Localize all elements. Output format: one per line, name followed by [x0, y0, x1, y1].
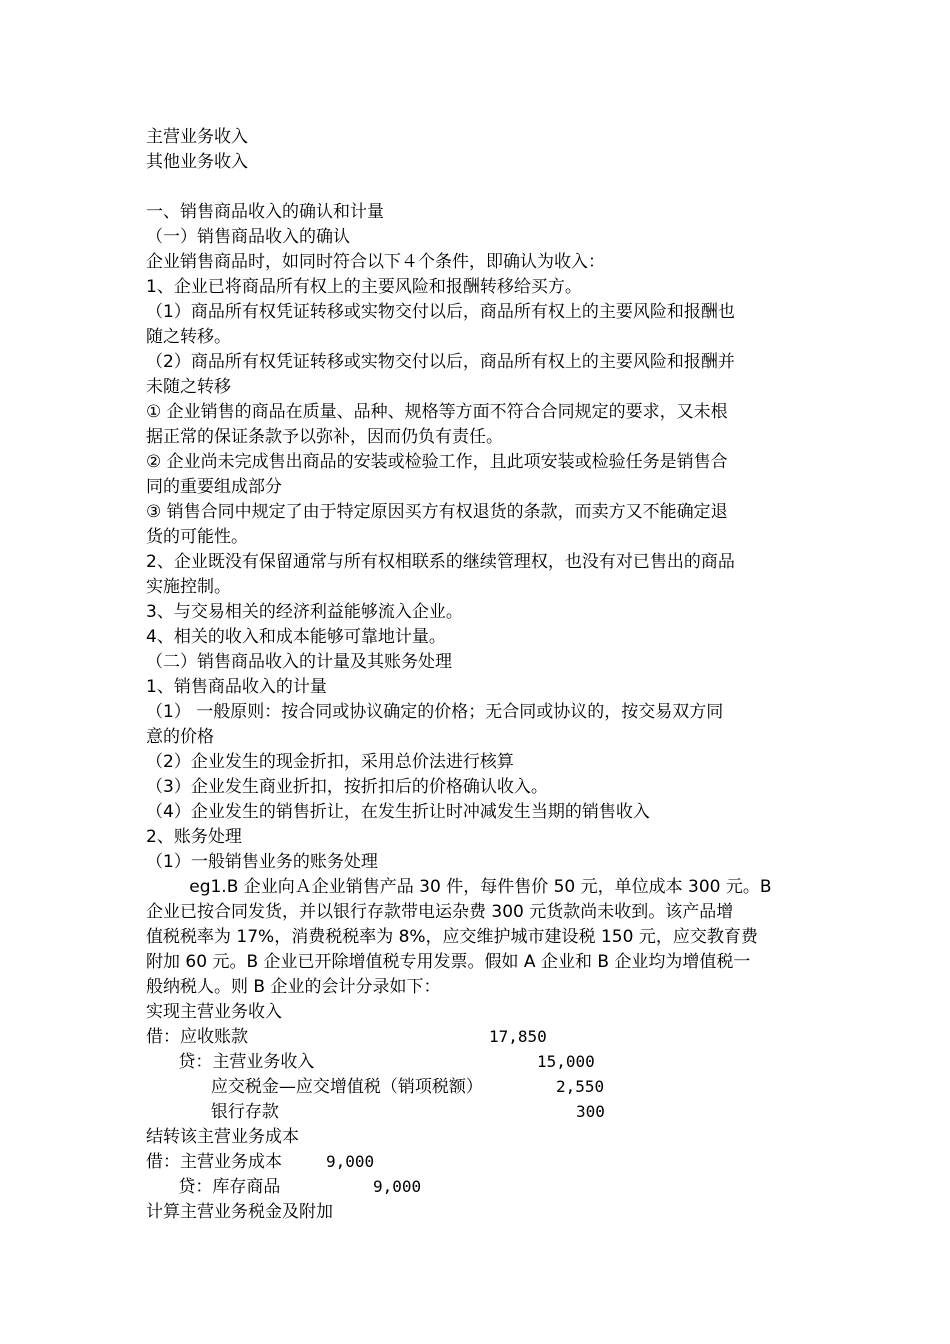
subsection-heading: （二）销售商品收入的计量及其账务处理 — [146, 652, 452, 672]
doc-line: （1）商品所有权凭证转移或实物交付以后，商品所有权上的主要风险和报酬也 — [146, 302, 735, 322]
doc-line: （1）一般销售业务的账务处理 — [146, 852, 378, 872]
doc-line: 随之转移。 — [146, 327, 231, 347]
example-paragraph-line: 附加 60 元。B 企业已开除增值税专用发票。假如 A 企业和 B 企业均为增值税一 — [146, 952, 751, 972]
subsection-heading: （一）销售商品收入的确认 — [146, 227, 350, 247]
example-paragraph-line: eg1.B 企业向Ａ企业销售产品 30 件，每件售价 50 元，单位成本 300 元。B — [146, 877, 772, 897]
doc-line: 企业销售商品时，如同时符合以下４个条件，即确认为收入： — [146, 252, 605, 272]
doc-line: 主营业务收入 — [146, 127, 248, 147]
doc-line: 结转该主营业务成本 — [146, 1127, 299, 1147]
doc-line: 同的重要组成部分 — [146, 477, 282, 497]
example-paragraph-line: 值税税率为 17%，消费税税率为 8%，应交维护城市建设税 150 元，应交教育费 — [146, 927, 758, 947]
doc-line: （2）商品所有权凭证转移或实物交付以后，商品所有权上的主要风险和报酬并 — [146, 352, 735, 372]
journal-credit-line: 银行存款 — [146, 1102, 279, 1122]
journal-debit-line: 借：主营业务成本 — [146, 1152, 282, 1172]
doc-line: 未随之转移 — [146, 377, 231, 397]
journal-amount: 9,000 — [373, 1177, 422, 1196]
doc-line: ② 企业尚未完成售出商品的安装或检验工作，且此项安装或检验任务是销售合 — [146, 452, 728, 472]
journal-amount: 17,850 — [489, 1027, 547, 1046]
doc-line: 意的价格 — [146, 727, 214, 747]
section-heading: 一、销售商品收入的确认和计量 — [146, 202, 384, 222]
doc-line: ① 企业销售的商品在质量、品种、规格等方面不符合合同规定的要求，又未根 — [146, 402, 728, 422]
doc-line: （2）企业发生的现金折扣，采用总价法进行核算 — [146, 752, 514, 772]
journal-credit-line: 应交税金—应交增值税（销项税额） — [146, 1077, 483, 1097]
doc-line: 2、企业既没有保留通常与所有权相联系的继续管理权，也没有对已售出的商品 — [146, 552, 735, 572]
journal-debit-line: 借：应收账款 — [146, 1027, 248, 1047]
example-paragraph-line: 企业已按合同发货，并以银行存款带电运杂费 300 元货款尚未收到。该产品增 — [146, 902, 734, 922]
doc-line: 计算主营业务税金及附加 — [146, 1202, 333, 1222]
journal-amount: 2,550 — [556, 1077, 605, 1096]
journal-credit-line: 贷：主营业务收入 — [146, 1052, 315, 1072]
journal-credit-line: 贷：库存商品 — [146, 1177, 281, 1197]
doc-line: （3）企业发生商业折扣，按折扣后的价格确认收入。 — [146, 777, 548, 797]
journal-amount: 9,000 — [326, 1152, 375, 1171]
doc-line: 货的可能性。 — [146, 527, 248, 547]
doc-line: 2、账务处理 — [146, 827, 242, 847]
journal-amount: 300 — [576, 1102, 605, 1121]
doc-line: 1、企业已将商品所有权上的主要风险和报酬转移给买方。 — [146, 277, 582, 297]
doc-line: 实现主营业务收入 — [146, 1002, 282, 1022]
doc-line: 其他业务收入 — [146, 152, 248, 172]
doc-line: 据正常的保证条款予以弥补，因而仍负有责任。 — [146, 427, 503, 447]
doc-line: 实施控制。 — [146, 577, 231, 597]
example-paragraph-line: 般纳税人。则 B 企业的会计分录如下： — [146, 977, 441, 997]
doc-line: （4）企业发生的销售折让，在发生折让时冲减发生当期的销售收入 — [146, 802, 650, 822]
journal-amount: 15,000 — [537, 1052, 595, 1071]
doc-line: ③ 销售合同中规定了由于特定原因买方有权退货的条款，而卖方又不能确定退 — [146, 502, 728, 522]
doc-line: 1、销售商品收入的计量 — [146, 677, 327, 697]
doc-line: 4、相关的收入和成本能够可靠地计量。 — [146, 627, 446, 647]
doc-line: 3、与交易相关的经济利益能够流入企业。 — [146, 602, 463, 622]
doc-line: （1） 一般原则：按合同或协议确定的价格；无合同或协议的，按交易双方同 — [146, 702, 724, 722]
